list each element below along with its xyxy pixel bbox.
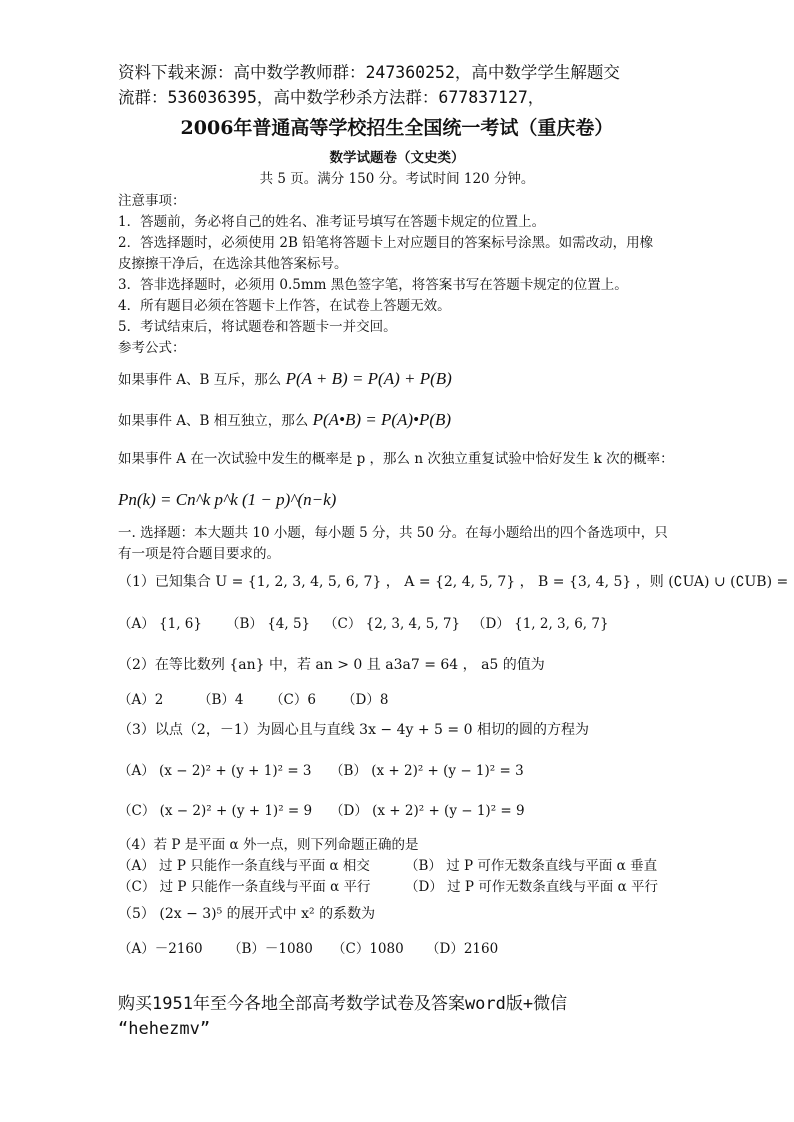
section-1-line-1: 一. 选择题：本大题共 10 小题，每小题 5 分，共 50 分。在每小题给出的四个备选项中，只 <box>118 525 668 541</box>
question-3-options-row-2 <box>118 803 525 820</box>
question-3: （3）以点（2，－1）为圆心且与直线 3x − 4y + 5 = 0 相切的圆的方程为 <box>118 722 589 738</box>
option-c: （C）6 <box>270 692 316 708</box>
question-1-options <box>118 616 609 633</box>
exam-subtitle: 数学试题卷（文史类） <box>329 150 465 166</box>
formula-1-math: P(A + B) = P(A) + P(B) <box>285 369 452 388</box>
question-2: （2）在等比数列 {an} 中，若 an > 0 且 a3a7 = 64 ， a5 的值为 <box>118 657 545 673</box>
question-3-options-row-1 <box>118 763 524 780</box>
question-2-options <box>118 692 388 709</box>
option-c: （C）1080 <box>332 941 404 957</box>
option-b: （B）－1080 <box>228 941 313 957</box>
footer-line-1: 购买1951年至今各地全部高考数学试卷及答案word版+微信 <box>118 994 568 1014</box>
option-b: （B）4 <box>198 692 244 708</box>
notes-heading: 注意事项： <box>118 193 186 209</box>
option-d: （D） 过 P 可作无数条直线与平面 α 平行 <box>405 879 658 895</box>
option-d: （D） (x + 2)² + (y − 1)² = 9 <box>330 803 525 819</box>
formula-1 <box>118 368 452 389</box>
note-item: 5．考试结束后，将试题卷和答题卡一并交回。 <box>118 319 397 335</box>
formulas-heading: 参考公式： <box>118 340 186 356</box>
option-d: （D） {1, 2, 3, 6, 7} <box>472 616 609 632</box>
option-a: （A）2 <box>118 692 164 708</box>
section-1-line-2: 有一项是符合题目要求的。 <box>118 546 280 562</box>
option-a: （A）－2160 <box>118 941 203 957</box>
source-line-1: 资料下载来源：高中数学教师群：247360252，高中数学学生解题交 <box>118 63 620 82</box>
question-5: （5） (2x − 3)⁵ 的展开式中 x² 的系数为 <box>118 906 376 922</box>
option-b: （B） 过 P 可作无数条直线与平面 α 垂直 <box>405 858 658 874</box>
exam-info: 共 5 页。满分 150 分。考试时间 120 分钟。 <box>259 171 535 187</box>
note-item: 4．所有题目必须在答题卡上作答，在试卷上答题无效。 <box>118 298 451 314</box>
formula-3-math: Pn(k) = Cn^k p^k (1 − p)^(n−k) <box>118 490 337 509</box>
formula-3-text: 如果事件 A 在一次试验中发生的概率是 p ，那么 n 次独立重复试验中恰好发生 k 次的概率： <box>118 451 674 467</box>
note-item: 皮擦擦干净后，在选涂其他答案标号。 <box>118 256 348 272</box>
source-line-2: 流群：536036395，高中数学秒杀方法群：677837127， <box>118 88 545 107</box>
option-b: （B） (x + 2)² + (y − 1)² = 3 <box>330 763 524 779</box>
formula-2-text: 如果事件 A、B 相互独立，那么 <box>118 413 309 429</box>
option-a: （A） 过 P 只能作一条直线与平面 α 相交 <box>118 858 370 874</box>
note-item: 3．答非选择题时，必须用 0.5mm 黑色签字笔，将答案书写在答题卡规定的位置上。 <box>118 277 628 293</box>
formula-1-text: 如果事件 A、B 互斥，那么 <box>118 372 282 388</box>
option-d: （D）8 <box>342 692 389 708</box>
question-4-options-row-2 <box>118 879 658 896</box>
formula-2-math: P(A•B) = P(A)•P(B) <box>312 410 452 429</box>
option-d: （D）2160 <box>426 941 499 957</box>
option-a: （A） {1, 6} <box>118 616 202 632</box>
formula-2 <box>118 409 451 430</box>
option-c: （C） 过 P 只能作一条直线与平面 α 平行 <box>118 879 371 895</box>
option-b: （B） {4, 5} <box>226 616 311 632</box>
question-4-options-row-1 <box>118 858 657 875</box>
question-4: （4）若 P 是平面 α 外一点，则下列命题正确的是 <box>118 837 419 853</box>
note-item: 1．答题前，务必将自己的姓名、准考证号填写在答题卡规定的位置上。 <box>118 214 546 230</box>
option-c: （C） {2, 3, 4, 5, 7} <box>324 616 461 632</box>
option-c: （C） (x − 2)² + (y + 1)² = 9 <box>118 803 313 819</box>
exam-title: 2006年普通高等学校招生全国统一考试（重庆卷） <box>180 117 614 139</box>
footer-line-2: “hehezmv” <box>118 1019 211 1039</box>
option-a: （A） (x − 2)² + (y + 1)² = 3 <box>118 763 312 779</box>
question-5-options <box>118 941 498 958</box>
question-1: （1）已知集合 U = {1, 2, 3, 4, 5, 6, 7} ， A = {2, 4, 5, 7} ， B = {3, 4, 5} ，则 (∁UA) ∪ (∁UB) = <box>118 574 789 590</box>
note-item: 2．答选择题时，必须使用 2B 铅笔将答题卡上对应题目的答案标号涂黑。如需改动，用橡 <box>118 235 654 251</box>
